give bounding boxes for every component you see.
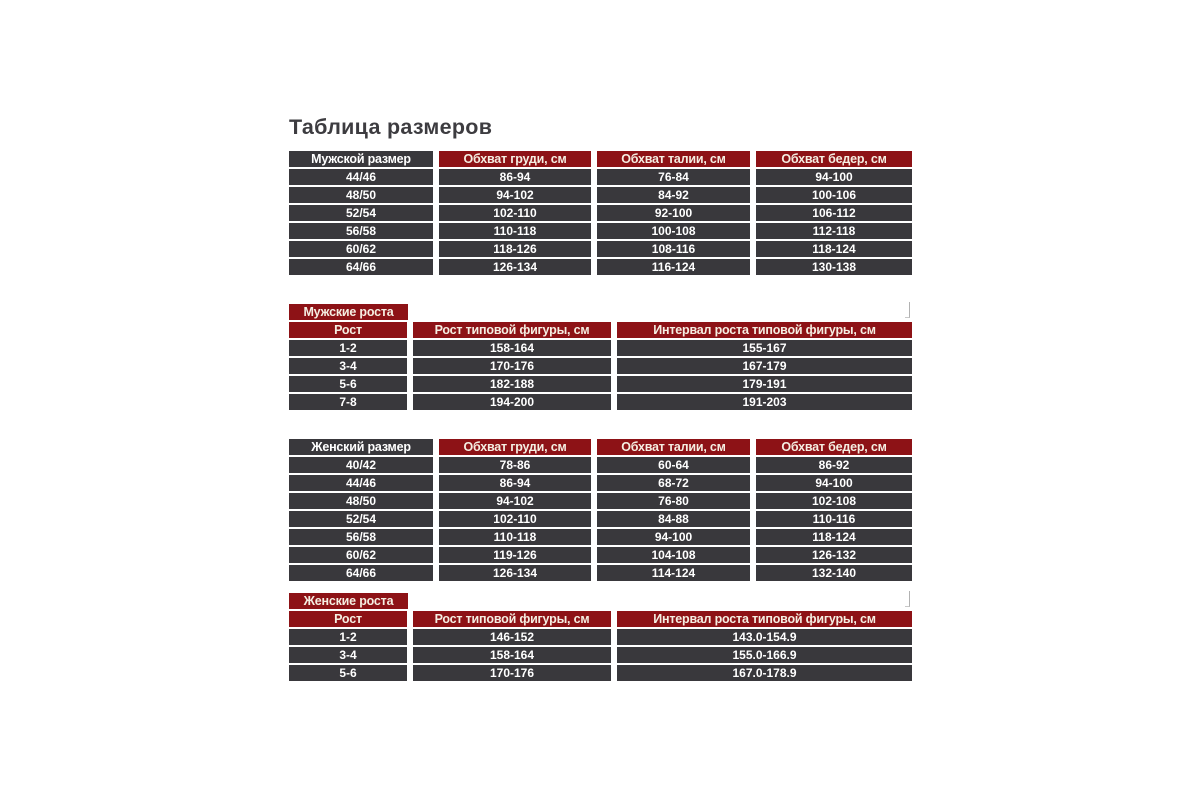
cropped-border-artifact bbox=[905, 302, 910, 318]
table-cell: 170-176 bbox=[413, 358, 617, 376]
table-cell: 52/54 bbox=[289, 205, 439, 223]
table-cell: 194-200 bbox=[413, 394, 617, 412]
table-cell: 118-126 bbox=[439, 241, 597, 259]
table-cell: 155-167 bbox=[617, 340, 912, 358]
table-cell: 112-118 bbox=[756, 223, 912, 241]
table-cell: 44/46 bbox=[289, 169, 439, 187]
table-cell: 86-92 bbox=[756, 457, 912, 475]
header-row bbox=[289, 439, 912, 457]
table-row bbox=[289, 259, 912, 277]
table-cell: 60/62 bbox=[289, 241, 439, 259]
table-cell: 167.0-178.9 bbox=[617, 665, 912, 683]
table-row bbox=[289, 511, 912, 529]
table-cell: 44/46 bbox=[289, 475, 439, 493]
table-cell: 52/54 bbox=[289, 511, 439, 529]
table-cell: 118-124 bbox=[756, 241, 912, 259]
table-cell: 114-124 bbox=[597, 565, 756, 583]
table-cell: 100-106 bbox=[756, 187, 912, 205]
table-cell: 94-102 bbox=[439, 493, 597, 511]
table-row bbox=[289, 340, 912, 358]
table-row bbox=[289, 205, 912, 223]
table-cell: 158-164 bbox=[413, 647, 617, 665]
column-header: Обхват бедер, см bbox=[756, 151, 912, 169]
table-cell: 130-138 bbox=[756, 259, 912, 277]
table-row bbox=[289, 394, 912, 412]
table-row bbox=[289, 358, 912, 376]
table-cell: 106-112 bbox=[756, 205, 912, 223]
table-cell: 7-8 bbox=[289, 394, 413, 412]
table-row bbox=[289, 629, 912, 647]
table-row bbox=[289, 529, 912, 547]
table-row bbox=[289, 376, 912, 394]
column-header: Обхват бедер, см bbox=[756, 439, 912, 457]
table-row bbox=[289, 647, 912, 665]
table-cell: 3-4 bbox=[289, 358, 413, 376]
table-row bbox=[289, 547, 912, 565]
table-row bbox=[289, 223, 912, 241]
column-header: Обхват талии, см bbox=[597, 151, 756, 169]
column-header: Интервал роста типовой фигуры, см bbox=[617, 611, 912, 629]
table-cell: 94-102 bbox=[439, 187, 597, 205]
table-row bbox=[289, 475, 912, 493]
column-header: Обхват талии, см bbox=[597, 439, 756, 457]
table-row bbox=[289, 169, 912, 187]
table-cell: 167-179 bbox=[617, 358, 912, 376]
table-cell: 110-116 bbox=[756, 511, 912, 529]
table-cell: 102-110 bbox=[439, 205, 597, 223]
column-header: Рост типовой фигуры, см bbox=[413, 322, 617, 340]
header-row bbox=[289, 151, 912, 169]
table-cell: 5-6 bbox=[289, 376, 413, 394]
column-header: Обхват груди, см bbox=[439, 439, 597, 457]
table-cell: 182-188 bbox=[413, 376, 617, 394]
table-cell: 119-126 bbox=[439, 547, 597, 565]
table-row bbox=[289, 565, 912, 583]
table-cell: 170-176 bbox=[413, 665, 617, 683]
women-heights-caption: Женские роста bbox=[289, 593, 408, 609]
column-header: Женский размер bbox=[289, 439, 439, 457]
table-cell: 56/58 bbox=[289, 223, 439, 241]
table-row bbox=[289, 241, 912, 259]
table-row bbox=[289, 187, 912, 205]
table-row bbox=[289, 493, 912, 511]
table-cell: 64/66 bbox=[289, 565, 439, 583]
table-cell: 143.0-154.9 bbox=[617, 629, 912, 647]
column-header: Мужской размер bbox=[289, 151, 439, 169]
table-cell: 86-94 bbox=[439, 169, 597, 187]
table-cell: 1-2 bbox=[289, 340, 413, 358]
column-header: Интервал роста типовой фигуры, см bbox=[617, 322, 912, 340]
table-cell: 118-124 bbox=[756, 529, 912, 547]
table-cell: 84-88 bbox=[597, 511, 756, 529]
table-cell: 92-100 bbox=[597, 205, 756, 223]
table-cell: 146-152 bbox=[413, 629, 617, 647]
column-header: Рост bbox=[289, 611, 413, 629]
table-cell: 40/42 bbox=[289, 457, 439, 475]
women-sizes-table bbox=[289, 439, 912, 583]
table-cell: 94-100 bbox=[597, 529, 756, 547]
table-cell: 108-116 bbox=[597, 241, 756, 259]
table-cell: 126-134 bbox=[439, 565, 597, 583]
header-row bbox=[289, 611, 912, 629]
table-cell: 84-92 bbox=[597, 187, 756, 205]
table-cell: 48/50 bbox=[289, 187, 439, 205]
table-cell: 56/58 bbox=[289, 529, 439, 547]
column-header: Обхват груди, см bbox=[439, 151, 597, 169]
table-cell: 48/50 bbox=[289, 493, 439, 511]
table-cell: 86-94 bbox=[439, 475, 597, 493]
column-header: Рост bbox=[289, 322, 413, 340]
table-cell: 68-72 bbox=[597, 475, 756, 493]
table-cell: 110-118 bbox=[439, 223, 597, 241]
table-cell: 158-164 bbox=[413, 340, 617, 358]
table-cell: 94-100 bbox=[756, 475, 912, 493]
column-header: Рост типовой фигуры, см bbox=[413, 611, 617, 629]
table-cell: 102-108 bbox=[756, 493, 912, 511]
table-cell: 126-132 bbox=[756, 547, 912, 565]
women-heights-table bbox=[289, 611, 912, 683]
cropped-border-artifact bbox=[905, 591, 910, 607]
table-row bbox=[289, 665, 912, 683]
table-cell: 1-2 bbox=[289, 629, 413, 647]
table-cell: 5-6 bbox=[289, 665, 413, 683]
table-cell: 116-124 bbox=[597, 259, 756, 277]
table-cell: 78-86 bbox=[439, 457, 597, 475]
table-cell: 126-134 bbox=[439, 259, 597, 277]
page-title: Таблица размеров bbox=[289, 115, 493, 139]
table-cell: 132-140 bbox=[756, 565, 912, 583]
table-cell: 104-108 bbox=[597, 547, 756, 565]
header-row bbox=[289, 322, 912, 340]
table-cell: 60-64 bbox=[597, 457, 756, 475]
table-cell: 155.0-166.9 bbox=[617, 647, 912, 665]
table-cell: 60/62 bbox=[289, 547, 439, 565]
table-cell: 110-118 bbox=[439, 529, 597, 547]
table-cell: 94-100 bbox=[756, 169, 912, 187]
men-sizes-table bbox=[289, 151, 912, 277]
table-cell: 3-4 bbox=[289, 647, 413, 665]
table-cell: 76-84 bbox=[597, 169, 756, 187]
men-heights-caption: Мужские роста bbox=[289, 304, 408, 320]
table-cell: 64/66 bbox=[289, 259, 439, 277]
table-row bbox=[289, 457, 912, 475]
table-cell: 179-191 bbox=[617, 376, 912, 394]
table-cell: 76-80 bbox=[597, 493, 756, 511]
table-cell: 102-110 bbox=[439, 511, 597, 529]
men-heights-table bbox=[289, 322, 912, 412]
table-cell: 100-108 bbox=[597, 223, 756, 241]
table-cell: 191-203 bbox=[617, 394, 912, 412]
